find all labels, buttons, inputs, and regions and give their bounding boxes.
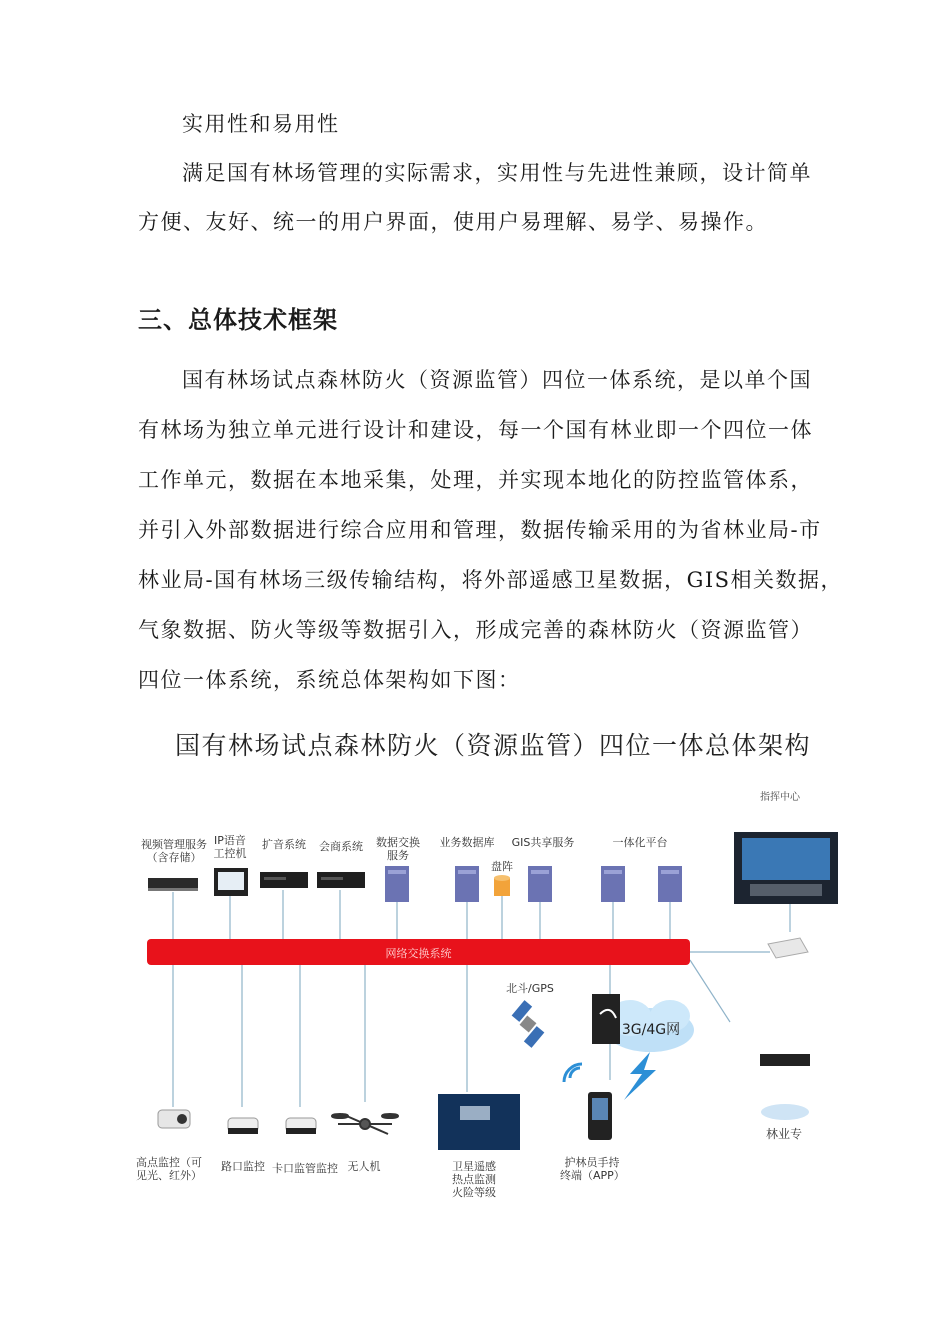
wireless-signal-icon — [564, 1064, 582, 1082]
subheading-usability: 实用性和易用性 — [182, 112, 340, 136]
conference-device-icon — [317, 872, 365, 888]
paragraph-line: 国有林场试点森林防火（资源监管）四位一体系统，是以单个国 — [182, 368, 812, 392]
section-heading: 三、总体技术框架 — [138, 306, 338, 334]
antenna-icon — [592, 994, 620, 1044]
network-switch-label: 网络交换系统 — [385, 947, 452, 960]
amplifier-icon — [260, 872, 308, 888]
architecture-diagram — [130, 782, 850, 1222]
business-db-label: 业务数据库 — [439, 836, 495, 849]
conference-system-label: 会商系统 — [319, 840, 363, 853]
paragraph-line: 四位一体系统，系统总体架构如下图： — [138, 668, 521, 692]
paragraph-line: 林业局-国有林场三级传输结构，将外部遥感卫星数据，GIS相关数据， — [138, 568, 844, 592]
ip-voice-label: IP语音 工控机 — [213, 834, 247, 860]
switch-icon — [760, 1054, 810, 1120]
server-icon — [385, 866, 682, 902]
nvr-icon — [148, 878, 198, 891]
checkpoint-monitor-label: 卡口监管监控 — [272, 1162, 338, 1175]
gis-service-label: GIS共享服务 — [511, 836, 575, 849]
device-icons — [130, 782, 850, 1222]
camera-icon — [158, 1110, 316, 1134]
router-icon — [768, 938, 808, 958]
satellite-image-icon — [438, 1094, 520, 1150]
satellite-remote-sensing-label: 卫星遥感 热点监测 火险等级 — [452, 1160, 496, 1199]
figure-title: 国有林场试点森林防火（资源监管）四位一体总体架构 — [175, 731, 812, 760]
video-server-label: 视频管理服务 （含存储） — [141, 838, 207, 864]
paragraph-line: 气象数据、防火等级等数据引入，形成完善的森林防火（资源监管） — [138, 618, 813, 642]
paragraph-line: 方便、友好、统一的用户界面，使用户易理解、易学、易操作。 — [138, 210, 768, 234]
paragraph-line: 满足国有林场管理的实际需求，实用性与先进性兼顾，设计简单 — [182, 161, 812, 185]
video-wall-icon — [734, 832, 838, 904]
platform-label: 一体化平台 — [612, 836, 668, 849]
handheld-terminal-icon — [588, 1092, 612, 1140]
paragraph-line: 并引入外部数据进行综合应用和管理，数据传输采用的为省林业局-市 — [138, 518, 822, 542]
terminal-icon — [214, 868, 248, 896]
intersection-monitor-label: 路口监控 — [221, 1160, 265, 1173]
data-exchange-label: 数据交换 服务 — [376, 836, 420, 862]
paragraph-line: 工作单元，数据在本地采集，处理，并实现本地化的防控监管体系， — [138, 468, 813, 492]
drone-icon — [332, 1114, 398, 1134]
paragraph-line: 有林场为独立单元进行设计和建设，每一个国有林业即一个四位一体 — [138, 418, 813, 442]
high-point-monitor-label: 高点监控（可 见光、红外） — [136, 1156, 202, 1182]
pa-system-label: 扩音系统 — [262, 838, 306, 851]
uav-label: 无人机 — [347, 1160, 381, 1173]
network-switch-bus — [147, 939, 690, 965]
beidou-gps-label: 北斗/GPS — [506, 982, 554, 995]
disk-array-label: 盘阵 — [491, 860, 513, 873]
lightning-icon — [624, 1052, 656, 1100]
satellite-icon — [512, 1000, 545, 1048]
disk-array-icon — [494, 875, 510, 896]
forestry-network-label: 林业专 — [765, 1127, 802, 1141]
ranger-terminal-label: 护林员手持 终端（APP） — [560, 1156, 625, 1182]
mobile-network-label: 3G/4G网 — [621, 1022, 681, 1038]
command-center-label: 指挥中心 — [760, 792, 800, 803]
